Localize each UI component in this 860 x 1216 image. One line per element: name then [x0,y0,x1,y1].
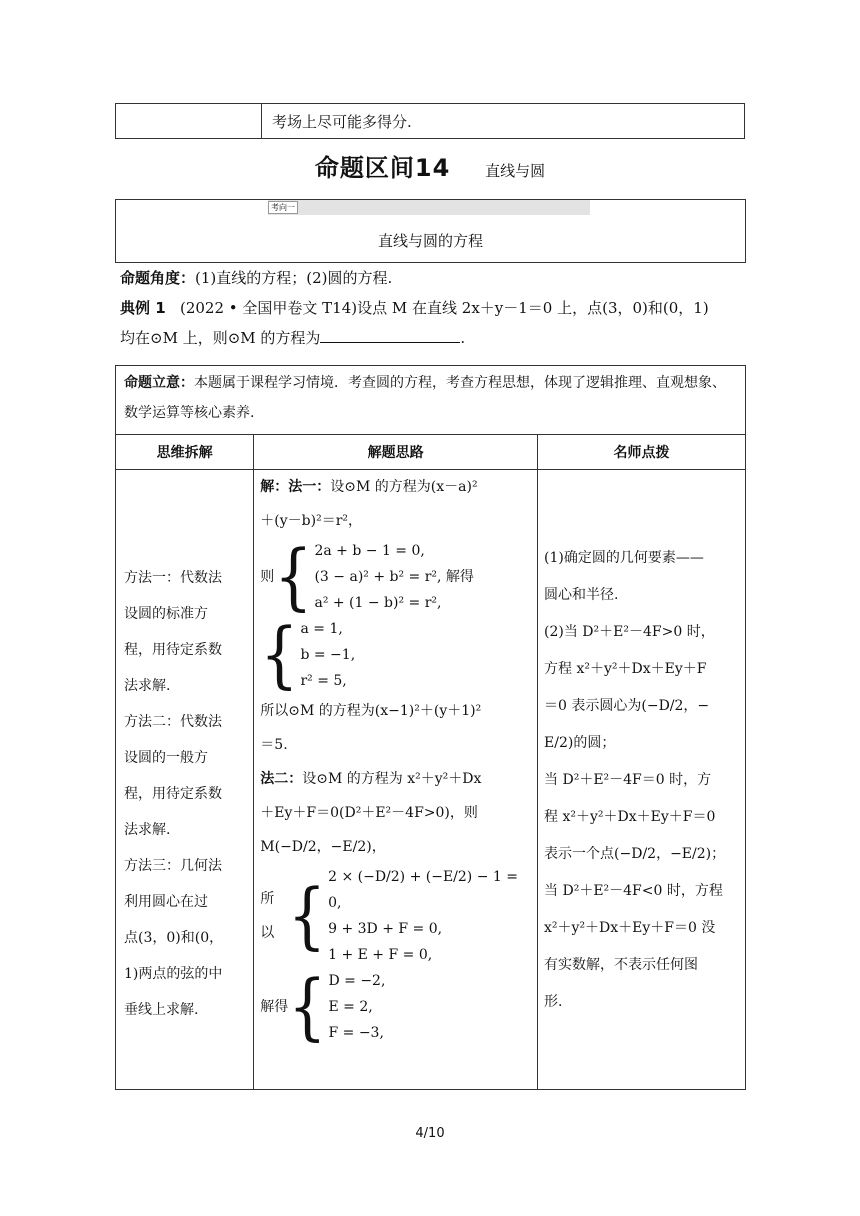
answer-blank [320,326,460,343]
tip-line: (1)确定圆的几何要素—— [544,550,704,566]
brace-icon: { [260,613,299,697]
sol-line-7: M(−D/2，−E/2)， [260,839,386,855]
direction-title: 直线与圆的方程 [377,232,483,250]
equation: b = −1, [300,647,356,663]
col1-line: 法求解. [124,678,171,694]
angle-text: (1)直线的方程；(2)圆的方程. [195,269,393,287]
example-source: (2022 • 全国甲卷文 T14) [179,299,358,317]
col1-line: 利用圆心在过 [124,894,208,910]
example-block [120,293,745,353]
so-label: 所以 [260,891,275,941]
tip-line: ＝0 表示圆心为(−D/2，− [544,698,710,714]
col1-line: 设圆的一般方 [124,750,208,766]
top-table-right-cell: 考场上尽可能多得分. [262,104,745,139]
equation: F = −3, [328,1025,384,1041]
tip-line: 形. [544,994,563,1010]
equation: 1 + E + F = 0, [328,947,433,963]
sol-line-2: ＋(y－b)²＝r²， [260,513,362,529]
thinking-column [116,470,254,1090]
tip-line: 当 D²＋E²－4F＝0 时，方 [544,772,712,788]
sol-line-1 [260,470,533,504]
brace-icon: { [288,965,327,1049]
tip-line: x²＋y²＋Dx＋Ey＋F＝0 没 [544,920,716,936]
tip-line: 表示一个点(−D/2，−E/2)； [544,846,726,862]
purpose-text: 本题属于课程学习情境．考查圆的方程，考查方程思想，体现了逻辑推理、直观想象、数学运算等核心素养. [124,375,726,421]
then-label: 则 [260,569,275,585]
sol-line-4: ＝5. [260,737,288,753]
example-text-2: 均在⊙M 上，则⊙M 的方程为 [120,329,321,347]
tip-line: 当 D²＋E²－4F<0 时，方程 [544,883,723,899]
purpose-label: 命题立意： [124,375,194,391]
sol-line-5 [260,762,533,796]
section-title-main: 命题区间14 [314,154,451,182]
equation: (3 − a)² + b² = r², 解得 [314,569,474,585]
direction-tag: 考向一 [268,201,298,214]
header-col1: 思维拆解 [116,435,254,470]
col1-line: 垂线上求解. [124,1002,199,1018]
section-subtitle: 直线与圆 [485,162,546,180]
sol-text: 设⊙M 的方程为(x－a)² [330,479,478,495]
system-2 [260,613,533,697]
example-text-1: 设点 M 在直线 2x＋y－1＝0 上，点(3，0)和(0，1) [357,299,709,317]
tip-line: 程 x²＋y²＋Dx＋Ey＋F＝0 [544,809,716,825]
system-1 [260,535,533,619]
direction-tag-bar [268,200,590,215]
purpose-cell [116,366,746,435]
example-end: . [460,329,466,347]
section-title [0,148,860,183]
equation: 2 × (−D/2) + (−E/2) − 1 = 0, [328,869,518,911]
solution-column [254,470,538,1090]
col1-line: 法求解. [124,822,171,838]
tips-column [538,470,746,1090]
header-col3: 名师点拨 [538,435,746,470]
equation: 9 + 3D + F = 0, [328,921,443,937]
example-line-2 [120,323,745,353]
sol-line-3: 所以⊙M 的方程为(x−1)²＋(y＋1)² [260,703,482,719]
col1-line: 方法一：代数法 [124,570,222,586]
brace-icon: { [287,874,327,958]
col1-line: 程，用待定系数 [124,786,222,802]
col1-line: 方法三：几何法 [124,858,222,874]
col1-line: 程，用待定系数 [124,642,222,658]
equation: E = 2, [328,999,373,1015]
top-table [115,103,745,139]
method1-label: 解：法一： [260,479,331,495]
system-3 [260,864,533,968]
col1-line: 1)两点的弦的中 [124,966,223,982]
angle-label: 命题角度： [120,269,196,287]
equation: 2a + b − 1 = 0, [314,543,425,559]
tip-line: 有实数解，不表示任何图 [544,957,699,973]
example-line-1 [120,293,745,323]
method2-label: 法二： [260,771,303,787]
angle-line [120,263,745,293]
tip-line: 圆心和半径. [544,587,619,603]
tip-line: (2)当 D²＋E²－4F>0 时， [544,624,715,640]
col1-line: 设圆的标准方 [124,606,208,622]
sol-text: 设⊙M 的方程为 x²＋y²＋Dx [302,771,482,787]
col1-line: 点(3，0)和(0， [124,930,224,946]
brace-icon: { [274,535,313,619]
header-col2: 解题思路 [254,435,538,470]
solve-label: 解得 [260,999,289,1015]
equation: a² + (1 − b)² = r², [314,595,442,611]
sol-line-6: ＋Ey＋F＝0(D²＋E²－4F>0)，则 [260,805,478,821]
top-table-left-cell [116,104,262,139]
tip-line: E/2)的圆； [544,735,616,751]
example-label: 典例 1 [120,299,166,317]
equation: r² = 5, [300,673,347,689]
system-4 [260,965,533,1049]
page-number: 4/10 [415,1126,445,1141]
equation: a = 1, [300,621,343,637]
solution-table [115,365,746,1090]
tip-line: 方程 x²＋y²＋Dx＋Ey＋F [544,661,707,677]
equation: D = −2, [328,973,386,989]
col1-line: 方法二：代数法 [124,714,222,730]
